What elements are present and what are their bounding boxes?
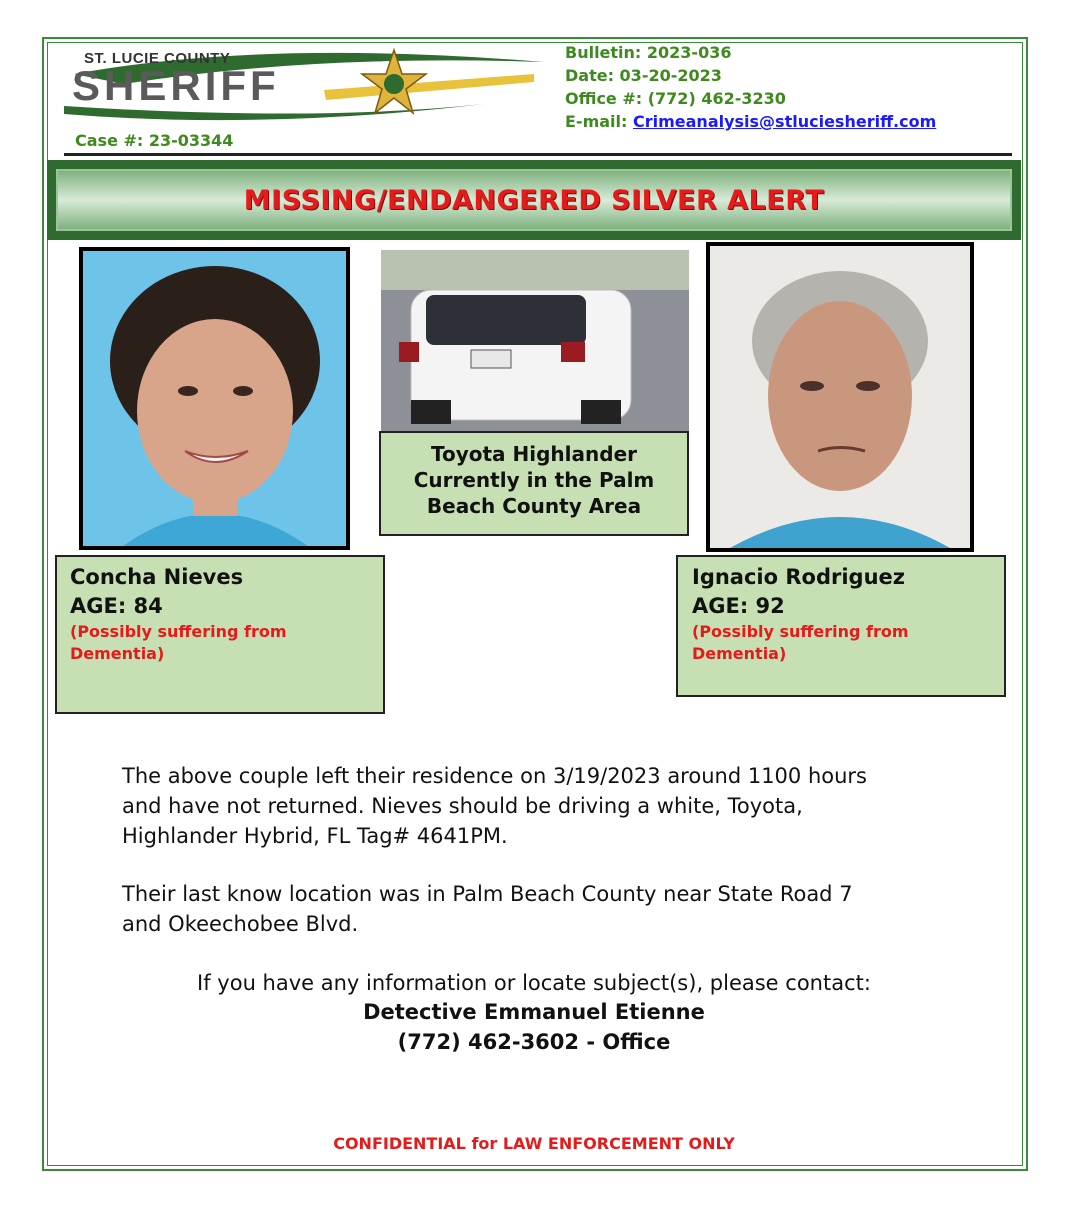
- alert-banner-inner: [56, 169, 1012, 231]
- email-link[interactable]: Crimeanalysis@stluciesheriff.com: [632, 112, 937, 131]
- email-row: [565, 110, 936, 133]
- incident-line1: The above couple left their residence on 3/19/2023 around 1100 hours: [122, 764, 867, 788]
- person2-note-line2: Dementia): [692, 644, 787, 663]
- email-label: E-mail:: [565, 112, 633, 131]
- person2-name: Ignacio Rodriguez: [692, 565, 905, 589]
- person1-note-line1: (Possibly suffering from: [70, 622, 287, 641]
- bulletin-date: Date: 03-20-2023: [565, 66, 722, 85]
- case-number: Case #: 23-03344: [75, 131, 234, 150]
- person1-photo: [79, 247, 350, 550]
- incident-line3: Highlander Hybrid, FL Tag# 4641PM.: [122, 824, 508, 848]
- vehicle-caption-line1: Toyota Highlander: [430, 442, 637, 466]
- bulletin-number: Bulletin: 2023-036: [565, 43, 732, 62]
- person1-name: Concha Nieves: [70, 565, 244, 589]
- vehicle-caption-line3: Beach County Area: [426, 494, 642, 518]
- logo-county-text: ST. LUCIE COUNTY: [84, 50, 231, 67]
- location-line1: Their last know location was in Palm Beach County near State Road 7: [122, 882, 853, 906]
- person2-photo: [706, 242, 974, 552]
- office-phone: Office #: (772) 462-3230: [565, 89, 786, 108]
- person1-portrait-image: [83, 251, 346, 546]
- location-paragraph: [122, 879, 853, 939]
- vehicle-image: [381, 250, 689, 432]
- person1-note-line2: Dementia): [70, 644, 165, 663]
- person2-portrait-image: [710, 246, 970, 548]
- location-line2: and Okeechobee Blvd.: [122, 912, 359, 936]
- person1-age: AGE: 84: [70, 594, 163, 618]
- person1-info-box: [55, 555, 385, 714]
- person2-note-line1: (Possibly suffering from: [692, 622, 909, 641]
- incident-line2: and have not returned. Nieves should be driving a white, Toyota,: [122, 794, 803, 818]
- incident-paragraph: [122, 761, 867, 851]
- logo-sheriff-text: SHERIFF: [72, 62, 280, 109]
- header-divider: [64, 153, 1012, 156]
- alert-banner: [47, 160, 1021, 240]
- person2-age: AGE: 92: [692, 594, 785, 618]
- sheriff-logo: [64, 44, 554, 132]
- vehicle-caption-line2: Currently in the Palm: [413, 468, 655, 492]
- contact-intro: If you have any information or locate subject(s), please contact:: [197, 971, 871, 995]
- contact-name: Detective Emmanuel Etienne: [363, 1000, 705, 1024]
- contact-phone: (772) 462-3602 - Office: [397, 1030, 671, 1054]
- alert-title: MISSING/ENDANGERED SILVER ALERT: [243, 184, 825, 216]
- vehicle-caption-box: [379, 431, 689, 536]
- person2-info-box: [676, 555, 1006, 697]
- confidential-notice: CONFIDENTIAL for LAW ENFORCEMENT ONLY: [333, 1134, 735, 1153]
- vehicle-photo: [381, 250, 689, 432]
- bulletin-info: [565, 41, 936, 133]
